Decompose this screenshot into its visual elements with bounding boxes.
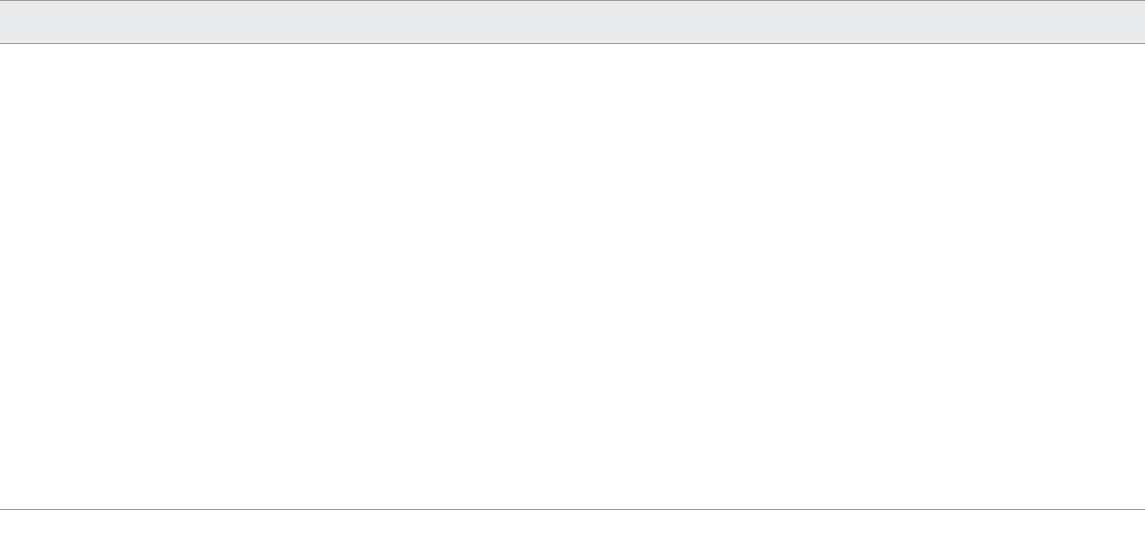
table-bottom-rule [0, 509, 1145, 510]
table-header [0, 0, 1145, 44]
